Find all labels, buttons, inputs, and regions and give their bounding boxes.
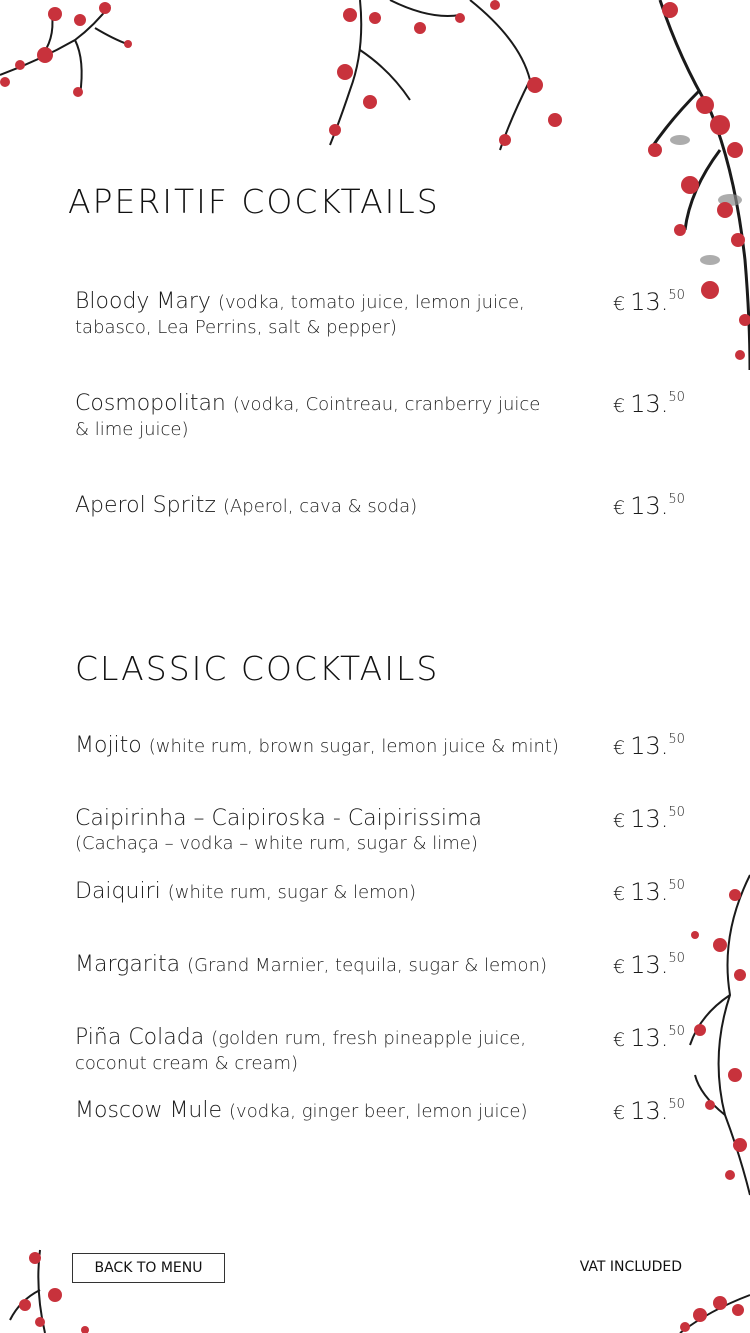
item-description: (golden rum, fresh pineapple juice, xyxy=(211,1028,527,1049)
menu-item-aperol-spritz xyxy=(75,493,585,520)
cherry-blossom-top-center xyxy=(320,0,580,150)
item-name: Piña Colada xyxy=(75,1025,205,1050)
cherry-blossom-bottom-right-corner xyxy=(670,1285,750,1333)
menu-item-margarita xyxy=(75,952,585,979)
item-name: Aperol Spritz xyxy=(75,493,216,518)
item-description-line2: (Cachaça – vodka – white rum, sugar & lime) xyxy=(75,833,478,854)
menu-item-moscow-mule xyxy=(75,1098,585,1125)
item-description-line2: & lime juice) xyxy=(75,419,189,440)
item-description-line2: coconut cream & cream) xyxy=(75,1053,298,1074)
section-title-classic: CLASSIC COCKTAILS xyxy=(75,649,440,688)
item-price: € 13.50 xyxy=(613,805,685,833)
item-description: (vodka, tomato juice, lemon juice, xyxy=(217,292,525,313)
item-price: € 13.50 xyxy=(613,1024,685,1052)
item-description: (white rum, brown sugar, lemon juice & mint) xyxy=(148,736,559,757)
item-price: € 13.50 xyxy=(613,1097,685,1125)
item-name: Mojito xyxy=(75,733,142,758)
menu-item-bloody-mary xyxy=(75,289,585,340)
menu-item-cosmopolitan xyxy=(75,391,585,442)
item-price: € 13.50 xyxy=(613,390,685,418)
item-price: € 13.50 xyxy=(613,732,685,760)
menu-item-daiquiri xyxy=(75,879,585,906)
item-name: Daiquiri xyxy=(75,879,161,904)
item-name: Cosmopolitan xyxy=(75,391,226,416)
cherry-blossom-bottom-right xyxy=(680,875,750,1195)
item-description-line2: tabasco, Lea Perrins, salt & pepper) xyxy=(75,317,397,338)
item-price: € 13.50 xyxy=(613,951,685,979)
item-description: (vodka, Cointreau, cranberry juice xyxy=(232,394,541,415)
item-name: Caipirinha – Caipiroska - Caipirissima xyxy=(75,806,482,831)
item-description: (white rum, sugar & lemon) xyxy=(167,882,417,903)
menu-item-mojito xyxy=(75,733,585,760)
section-title-aperitif: APERITIF COCKTAILS xyxy=(68,182,440,221)
item-price: € 13.50 xyxy=(613,288,685,316)
item-name: Bloody Mary xyxy=(75,289,211,314)
item-name: Moscow Mule xyxy=(75,1098,223,1123)
item-description: (Grand Marnier, tequila, sugar & lemon) xyxy=(187,955,547,976)
item-name: Margarita xyxy=(75,952,181,977)
item-description: (Aperol, cava & soda) xyxy=(222,496,418,517)
vat-included-note: VAT INCLUDED xyxy=(579,1259,682,1275)
item-price: € 13.50 xyxy=(613,878,685,906)
back-to-menu-button[interactable]: BACK TO MENU xyxy=(72,1253,225,1283)
menu-item-pina-colada xyxy=(75,1025,585,1076)
item-price: € 13.50 xyxy=(613,492,685,520)
item-description: (vodka, ginger beer, lemon juice) xyxy=(229,1101,528,1122)
menu-item-caipirinha xyxy=(75,806,585,856)
cherry-blossom-top-left xyxy=(0,0,140,110)
